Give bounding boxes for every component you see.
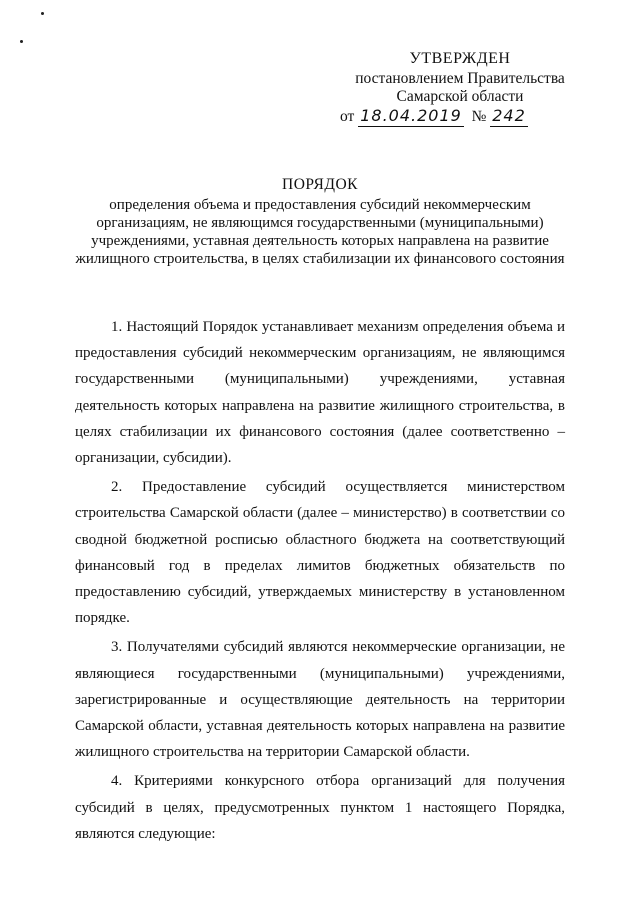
document-body [75,314,565,850]
scan-speck [41,12,44,15]
paragraph-2: 2. Предоставление субсидий осуществляется министерством строительства Самарской области (далее – министерство) в соответствии со сводной бюджетной росписью областного бюджета на соответствующий финансовый год в пределах лимитов бюджетных обязательств по предоставлению субсидий, утверждаемых министерству в установленном порядке. [75,479,565,627]
document-subtitle: определения объема и предоставления субсидий некоммерческим организациям, не являющимся государственными (муниципальными) учреждениями, уставная деятельность которых направлена на развитие жилищного строительства, в целях стабилизации их финансового состояния [75,197,565,267]
paragraph-1: 1. Настоящий Порядок устанавливает механизм определения объема и предоставления субсидий некоммерческим организациям, не являющимся государственными (муниципальными) учреждениями, уставная деятельность которых направлена на развитие жилищного строительства, в целях стабилизации их финансового состояния (далее соответственно – организации, субсидии). [75,319,565,467]
approval-line-2: Самарской области [396,88,524,105]
handwritten-date: 18.04.2019 [360,106,462,125]
approval-stamp [340,50,580,106]
scan-speck [20,40,23,43]
document-title: ПОРЯДОК [282,176,358,193]
approval-heading: УТВЕРЖДЕН [409,50,511,67]
document-title-block [70,176,570,268]
paragraph-3: 3. Получателями субсидий являются некоммерческие организации, не являющиеся государственными (муниципальными) учреждениями, зарегистрированные и осуществляющие деятельность на территории Самарской области, уставная деятельность которых направлена на развитие жилищного строительства на территории Самарской области. [75,639,565,761]
approval-date-line [340,106,600,127]
paragraph-4: 4. Критериями конкурсного отбора организаций для получения субсидий в целях, предусмотренных пунктом 1 настоящего Порядка, являются следующие: [75,773,565,842]
number-prefix: № [471,108,487,125]
handwritten-number: 242 [492,106,526,125]
date-prefix: от [340,108,355,125]
approval-line-1: постановлением Правительства [355,70,565,87]
